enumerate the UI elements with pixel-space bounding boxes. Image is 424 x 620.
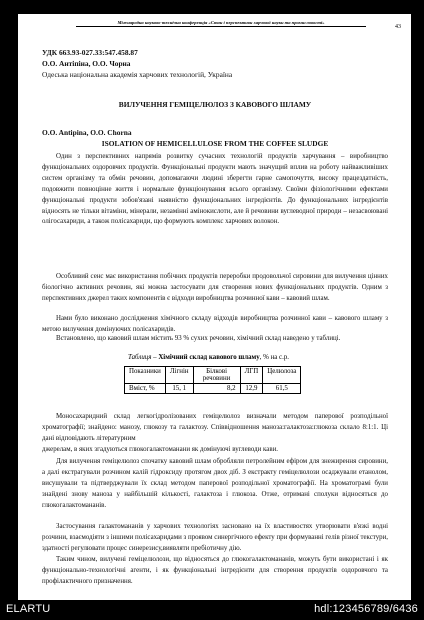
paragraph-conclusion: Таким чином, вилучені геміцелюлози, що відносяться до глюкогалактомананів, можуть бути використані і як функціонально-технологічні агенти, і як функціональні інгредієнти для створення продуктів оздоровчого та профілактичного призначення.	[42, 556, 388, 585]
table-cell: 15, 1	[165, 384, 193, 394]
paragraph-intro: Один з перспективних напрямів розвитку сучасних технологій продуктів харчування – виробництво функціональних оздоровчих продуктів. Функціональні продукти мають значущий вплив на роботу найважливіших систем організму та обмін речовин, допомагаючи людині зберегти гарне самопочуття, високу працездатність, подовжити повноцінне життя і нормальне функціонування всього організму. Своїми фізіологічними ефектами функціональні продукти зобов'язані наявністю функціональних інгредієнтів. До функціональних інгредієнтів відносять не тільки вітаміни, мінерали, незамінні амінокислоти, але й речовини вуглеводної природи – незасвоювані олігосахариди, а також полісахариди, що формують комплекс харчових волокон.	[42, 153, 388, 226]
title-en: ISOLATION OF HEMICELLULOSE FROM THE COFFEE SLUDGE	[101, 139, 329, 148]
footer-handle-id: hdl:123456789/6436	[314, 603, 418, 615]
table-row	[125, 384, 301, 394]
paragraph-monosaccharides: Моносахаридний склад легкогідролізованих геміцелюлоз визначали методом паперової розподільної хроматографії; знайдено: манозу, глюкозу та галактозу. Співвідношення манозa:галактоза:глюкоза склало 8:1:1. Ці дані відповідають літературним	[42, 413, 388, 442]
conference-header: Міжнародна науково-технічна конференція «Стан і перспективи харчової науки та промисловості»	[76, 20, 366, 27]
table-caption-title: Хімічний склад кавового шламу	[158, 354, 260, 361]
affiliation: Одеська національна академія харчових технологій, Україна	[42, 70, 233, 79]
paragraph-monosaccharides-cont: джерелам, в яких згадуються глюкогалактоманани як домінуючі вуглеводи кави.	[42, 446, 278, 453]
table-cell: 12,9	[240, 384, 263, 394]
table-header-cell: Целюлоза	[263, 367, 301, 384]
table-caption-prefix: Таблиця –	[128, 354, 159, 361]
page-number: 43	[395, 24, 401, 30]
table-header-cell: Показники	[125, 367, 166, 384]
composition-table	[124, 366, 301, 394]
paragraph-study: Нами було виконано дослідження хімічного складу відходів виробництва розчинної кави – кавового шламу з метою вилучення домінуючих полісахаридів.	[42, 315, 388, 333]
table-header-cell: ЛГП	[240, 367, 263, 384]
table-header-row	[125, 367, 301, 384]
table-cell: Вміст, %	[125, 384, 166, 394]
table-cell: 8,2	[193, 384, 240, 394]
footer-repository-name: ELARTU	[6, 603, 51, 615]
table-caption-unit: , % на с.р.	[259, 354, 289, 361]
authors-ua: О.О. Антіпіна, О.О. Чорна	[42, 59, 131, 68]
document-page	[18, 14, 411, 600]
paragraph-extraction: Для вилучення геміцелюлоз спочатку кавовий шлам обробляли петролейним ефіром для знежирення сировини, а далі екстрагували розчином калій гідроксиду протягом двох діб. З екстракту геміцелюлози осаджували етанолом, висушували та підтверджували їх склад методом паперової розподільної хроматографії. На хроматограмі були знайдені знову маноза у найбільшій кількості, галактоза і глюкоза. Отже, отримані сполуки відносяться до глюкогалактомананів.	[42, 458, 388, 509]
table-cell: 61,5	[263, 384, 301, 394]
table-header-cell: Лігнін	[165, 367, 193, 384]
title-ua: ВИЛУЧЕННЯ ГЕМІЦЕЛЮЛОЗ З КАВОВОГО ШЛАМУ	[118, 100, 312, 109]
table-header-cell: Білкові речовини	[193, 367, 240, 384]
paragraph-galactomannans: Застосування галактомананів у харчових технологіях засновано на їх властивостях утворювати в'язкі водні розчини, взаємодіяти з іншими полісахаридами з проявом синергічного ефекту при формуванні гелів різної текстури, здатності регулювати процес синерезису,виявляти пребіотичну дію.	[42, 523, 388, 552]
udk-code: УДК 663.93-027.33:547.458.87	[42, 48, 138, 57]
paragraph-dry-matter: Встановлено, що кавовий шлам містить 93 % сухих речовин, хімічний склад наведено у таблиці.	[56, 335, 341, 342]
table-caption	[128, 354, 289, 361]
authors-en: O.O. Antipina, O.O. Chorna	[42, 128, 132, 137]
paragraph-byproducts: Особливий сенс має використання побічних продуктів переробки продовольчої сировини для вилучення цінних біологічно активних речовин, які можна застосувати для створення нових функціональних продуктів. Одним з перспективних джерел таких компонентів є відходи виробництва розчинної кави – кавовий шлам.	[42, 273, 388, 302]
